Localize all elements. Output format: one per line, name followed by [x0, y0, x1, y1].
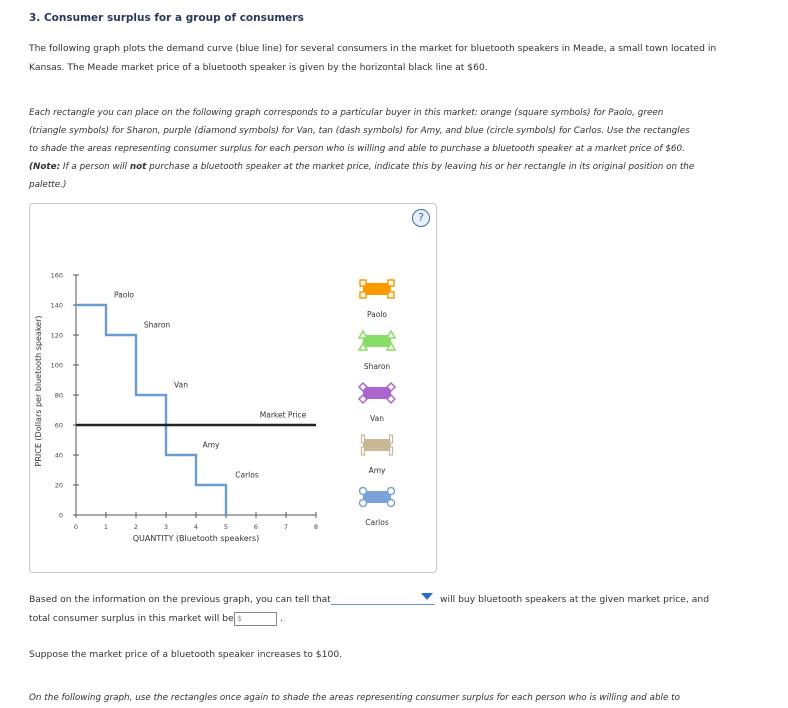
- answer-text-line2: total consumer surplus in this market will be: [29, 613, 234, 624]
- note-label: (Note:: [29, 162, 61, 172]
- circle-handle-icon[interactable]: [388, 488, 395, 495]
- palette-rectangle[interactable]: [363, 439, 391, 451]
- intro-paragraph: [29, 39, 769, 77]
- rectangle-palette: [359, 280, 395, 527]
- y-tick-label: 140: [50, 301, 63, 310]
- palette-label: Amy: [368, 466, 386, 475]
- label-sharon: Sharon: [143, 320, 171, 330]
- y-tick-label: 100: [50, 361, 63, 370]
- graph-panel: [29, 203, 437, 573]
- consumer-surplus-input[interactable]: $: [234, 612, 277, 626]
- palette-label: Paolo: [366, 310, 388, 319]
- y-tick-label: 120: [50, 331, 63, 340]
- palette-rectangle[interactable]: [363, 491, 391, 503]
- instructions-paragraph: [29, 104, 769, 194]
- x-tick-label: 3: [163, 523, 169, 531]
- x-tick-label: 4: [193, 523, 199, 531]
- dash-handle-icon[interactable]: [362, 435, 365, 443]
- label-van: Van: [174, 380, 188, 390]
- graph-svg: [30, 204, 436, 572]
- y-tick-label: 60: [54, 421, 63, 430]
- y-tick-label: 0: [58, 511, 63, 520]
- part2-price-change: Suppose the market price of a bluetooth speaker increases to $100.: [29, 649, 343, 660]
- palette-rectangle[interactable]: [363, 387, 391, 399]
- dash-handle-icon[interactable]: [362, 447, 365, 455]
- triangle-handle-icon[interactable]: [359, 331, 367, 338]
- x-axis-title: QUANTITY (Bluetooth speakers): [132, 534, 260, 543]
- instruction-line-3: to shade the areas representing consumer surplus for each person who is willing and able to purchase a bluetooth speaker at a market price of $60.: [29, 144, 685, 154]
- dash-handle-icon[interactable]: [390, 435, 393, 443]
- y-tick-label: 40: [54, 451, 63, 460]
- square-handle-icon[interactable]: [360, 292, 366, 298]
- annotations: [114, 291, 307, 480]
- palette-label: Carlos: [365, 518, 389, 527]
- x-tick-label: 5: [223, 523, 229, 531]
- answer-block: [29, 590, 788, 628]
- answer-period: .: [280, 613, 283, 624]
- note-line-1: (Note: If a person will not purchase a bluetooth speaker at the market price, indicate this by leaving his or her rectangle in its original position on the: [29, 162, 695, 172]
- label-market-price: Market Price: [259, 410, 307, 420]
- x-tick-label: 8: [313, 523, 319, 531]
- palette-rectangle[interactable]: [363, 283, 391, 295]
- answer-line-1: [29, 590, 788, 609]
- x-tick-label: 2: [133, 523, 139, 531]
- instruction-line-1: Each rectangle you can place on the following graph corresponds to a particular buyer in this market: orange (square symbols) for Paolo, green: [29, 108, 664, 118]
- answer-text-before: Based on the information on the previous graph, you can tell that: [29, 594, 331, 605]
- intro-line-2: Kansas. The Meade market price of a bluetooth speaker is given by the horizontal black line at $60.: [29, 62, 488, 73]
- palette-label: Van: [370, 414, 384, 423]
- circle-handle-icon[interactable]: [360, 488, 367, 495]
- square-handle-icon[interactable]: [388, 292, 394, 298]
- y-tick-label: 160: [50, 271, 63, 280]
- chevron-down-icon: [421, 593, 433, 600]
- palette-item-paolo[interactable]: [360, 280, 394, 319]
- answer-line-2: [29, 609, 788, 628]
- x-tick-label: 0: [73, 523, 79, 531]
- palette-label: Sharon: [363, 362, 391, 371]
- part2-instruction: On the following graph, use the rectangles once again to shade the areas representing consumer surplus for each person who is willing and able to: [29, 693, 681, 703]
- palette-item-amy[interactable]: [362, 435, 393, 475]
- help-icon[interactable]: ?: [412, 209, 430, 227]
- note-line-2: palette.): [29, 180, 67, 190]
- label-amy: Amy: [202, 440, 220, 450]
- label-paolo: Paolo: [113, 290, 135, 300]
- intro-line-1: The following graph plots the demand curve (blue line) for several consumers in the market for bluetooth speakers in Meade, a small town located in: [29, 43, 717, 54]
- x-tick-label: 7: [283, 523, 289, 531]
- label-carlos: Carlos: [235, 470, 259, 480]
- palette-item-van[interactable]: [359, 383, 395, 423]
- answer-text-after: will buy bluetooth speakers at the given market price, and: [440, 594, 710, 605]
- question-title: 3. Consumer surplus for a group of consumers: [29, 12, 304, 24]
- x-tick-label: 6: [253, 523, 259, 531]
- x-tick-label: 1: [103, 523, 109, 531]
- dash-handle-icon[interactable]: [390, 447, 393, 455]
- instruction-line-2: (triangle symbols) for Sharon, purple (diamond symbols) for Van, tan (dash symbols) for Amy, and blue (circle symbols) for Carlos. Use the rectangles: [29, 126, 690, 136]
- circle-handle-icon[interactable]: [360, 500, 367, 507]
- y-axis-title: PRICE (Dollars per bluetooth speaker): [34, 315, 43, 467]
- axes: [51, 272, 318, 532]
- y-tick-label: 80: [54, 391, 63, 400]
- y-tick-label: 20: [54, 481, 63, 490]
- buyers-dropdown[interactable]: [331, 592, 435, 605]
- demand-curve: [76, 305, 226, 515]
- palette-item-sharon[interactable]: [359, 331, 395, 371]
- palette-rectangle[interactable]: [363, 335, 391, 347]
- note-not: not: [129, 162, 147, 172]
- square-handle-icon[interactable]: [360, 280, 366, 286]
- triangle-handle-icon[interactable]: [387, 331, 395, 338]
- square-handle-icon[interactable]: [388, 280, 394, 286]
- circle-handle-icon[interactable]: [388, 500, 395, 507]
- palette-item-carlos[interactable]: [360, 488, 395, 528]
